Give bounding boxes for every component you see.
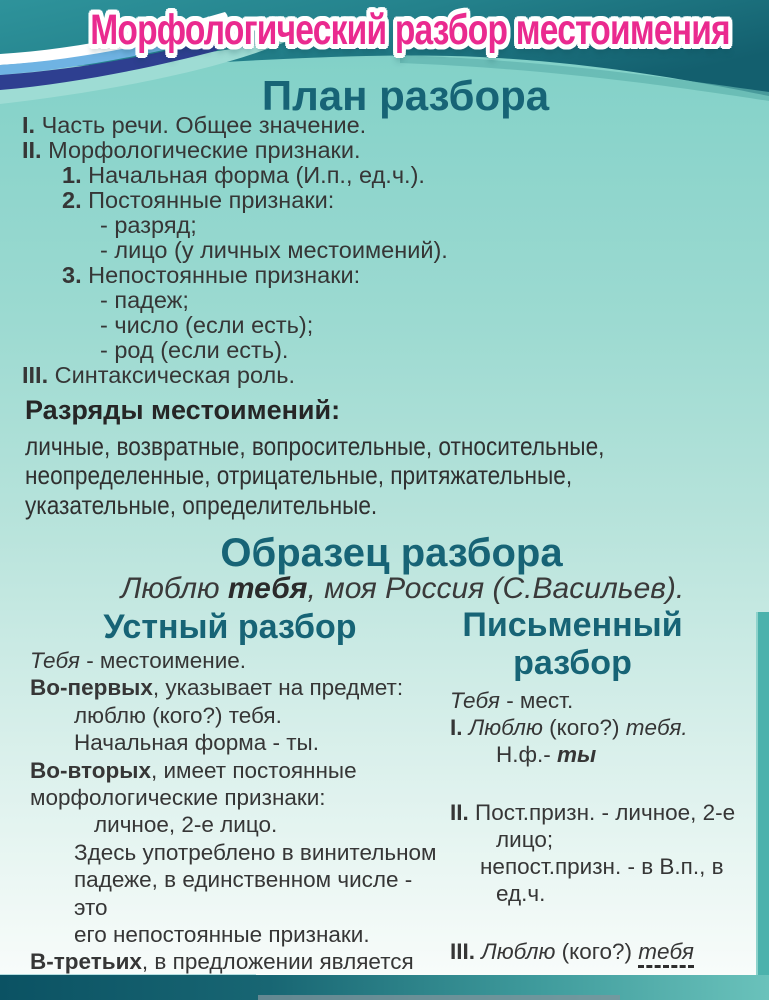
oral-analysis-text (30, 647, 442, 1000)
written-heading-line1: Письменный (462, 606, 683, 644)
plan-item (22, 263, 752, 288)
oral-line (30, 921, 442, 948)
plan-item-marker: - (100, 237, 115, 263)
plan-item-text: Синтаксическая роль. (54, 362, 296, 388)
plan-item (22, 288, 752, 313)
text-run: ты (557, 742, 597, 767)
text-run: личное, 2-е лицо. (94, 812, 278, 838)
plan-item-marker: II. (22, 137, 49, 163)
categories-block (25, 395, 755, 520)
plan-item-marker: 3. (62, 262, 89, 288)
example-prefix: Люблю (120, 572, 228, 605)
text-run: его непостоянные признаки. (74, 922, 370, 948)
example-suffix: , моя Россия (С.Васильев). (307, 572, 685, 605)
sample-section-heading: Образец разбора (220, 531, 563, 575)
poster-title-text: Морфологический разбор местоимения (90, 6, 730, 54)
written-line (450, 880, 752, 907)
oral-line (30, 811, 442, 838)
text-run: Здесь употреблено в винительном (74, 839, 437, 865)
category-line: личные, возвратные, вопросительные, относительные, (25, 431, 605, 461)
text-run: падеже, в единственном числе - это (74, 867, 413, 920)
plan-item (22, 188, 752, 213)
text-run: II. (450, 800, 469, 825)
text-run: (кого?) (555, 939, 639, 964)
poster-title (0, 6, 769, 55)
category-line: указательные, определительные. (25, 489, 378, 520)
text-run: В-третьих (30, 949, 142, 975)
text-run: Люблю (468, 715, 543, 740)
oral-line (30, 866, 442, 921)
categories-heading: Разряды местоимений: (25, 395, 341, 425)
plan-item-text: Постоянные признаки: (88, 187, 335, 213)
plan-item (22, 338, 752, 363)
text-run: Н.ф.- (496, 742, 558, 767)
oral-line (30, 757, 442, 784)
plan-item (22, 363, 752, 388)
plan-item-marker: I. (22, 112, 42, 138)
oral-line (30, 702, 442, 729)
oral-line (30, 674, 442, 701)
text-run: лицо; (496, 827, 554, 852)
written-line (450, 938, 752, 968)
plan-item (22, 163, 752, 188)
plan-section-heading: План разбора (261, 72, 550, 119)
text-run: тебя. (625, 715, 688, 740)
plan-item-text: Морфологические признаки. (48, 137, 361, 163)
written-line (450, 741, 752, 768)
written-analysis-text (450, 687, 752, 968)
text-run: (кого?) (542, 715, 626, 740)
plan-item (22, 313, 752, 338)
text-run: ед.ч. (496, 881, 546, 906)
written-line (450, 799, 752, 826)
plan-item-marker: - (100, 212, 115, 238)
text-run: Тебя (450, 688, 500, 713)
categories-lines (25, 432, 755, 520)
written-heading-line2: разбор (513, 644, 632, 682)
oral-line (30, 839, 442, 866)
written-column-heading (445, 606, 700, 682)
text-run: , в предложении является (141, 949, 414, 975)
plan-item (22, 238, 752, 263)
written-line (450, 853, 752, 880)
plan-item-text: лицо (у личных местоимений). (114, 237, 448, 263)
text-run: морфологические признаки: (30, 785, 326, 811)
text-run: Во-вторых (30, 757, 151, 783)
written-line (450, 826, 752, 853)
plan-item-marker: - (100, 287, 115, 313)
bottom-shadow-strip (258, 995, 620, 1000)
plan-item-text: разряд; (114, 212, 197, 238)
plan-item-text: Непостоянные признаки: (88, 262, 361, 288)
oral-line (30, 948, 442, 975)
text-run: Пост.призн. - личное, 2-е (468, 800, 736, 825)
plan-item-marker: - (100, 312, 115, 338)
text-run: - местоимение. (79, 648, 247, 673)
plan-item-text: Начальная форма (И.п., ед.ч.). (88, 162, 425, 188)
plan-item-marker: 2. (62, 187, 89, 213)
plan-list (22, 113, 752, 388)
text-run: непост.призн. - в В.п., в (480, 854, 724, 879)
text-run: тебя (638, 940, 694, 968)
text-run: Во-первых (30, 675, 153, 701)
text-run: , указывает на предмет: (152, 675, 404, 701)
plan-item-text: падеж; (114, 287, 189, 313)
text-run: - мест. (499, 688, 574, 713)
oral-line (30, 729, 442, 756)
plan-item-marker: III. (22, 362, 55, 388)
category-line: неопределенные, отрицательные, притяжательные, (25, 460, 573, 491)
plan-item-marker: 1. (62, 162, 89, 188)
written-line (450, 687, 752, 714)
plan-item-text: род (если есть). (114, 337, 289, 363)
example-sentence (0, 572, 769, 606)
plan-item-marker: - (100, 337, 115, 363)
text-run: Тебя (30, 648, 80, 673)
oral-line (30, 784, 442, 811)
oral-line (30, 647, 442, 674)
written-line (450, 714, 752, 741)
text-run: люблю (кого?) тебя. (74, 702, 282, 728)
example-pronoun: тебя (227, 572, 308, 605)
right-accent-bar (756, 612, 769, 975)
text-run: , имеет постоянные (150, 757, 357, 783)
plan-item-text: Часть речи. Общее значение. (41, 112, 367, 138)
plan-item (22, 138, 752, 163)
oral-column-heading: Устный разбор (103, 608, 357, 646)
plan-item-text: число (если есть); (114, 312, 314, 338)
text-run: Люблю (481, 939, 556, 964)
text-run: I. (450, 715, 469, 740)
plan-item (22, 213, 752, 238)
text-run: III. (450, 939, 482, 964)
text-run: Начальная форма - ты. (74, 730, 319, 756)
